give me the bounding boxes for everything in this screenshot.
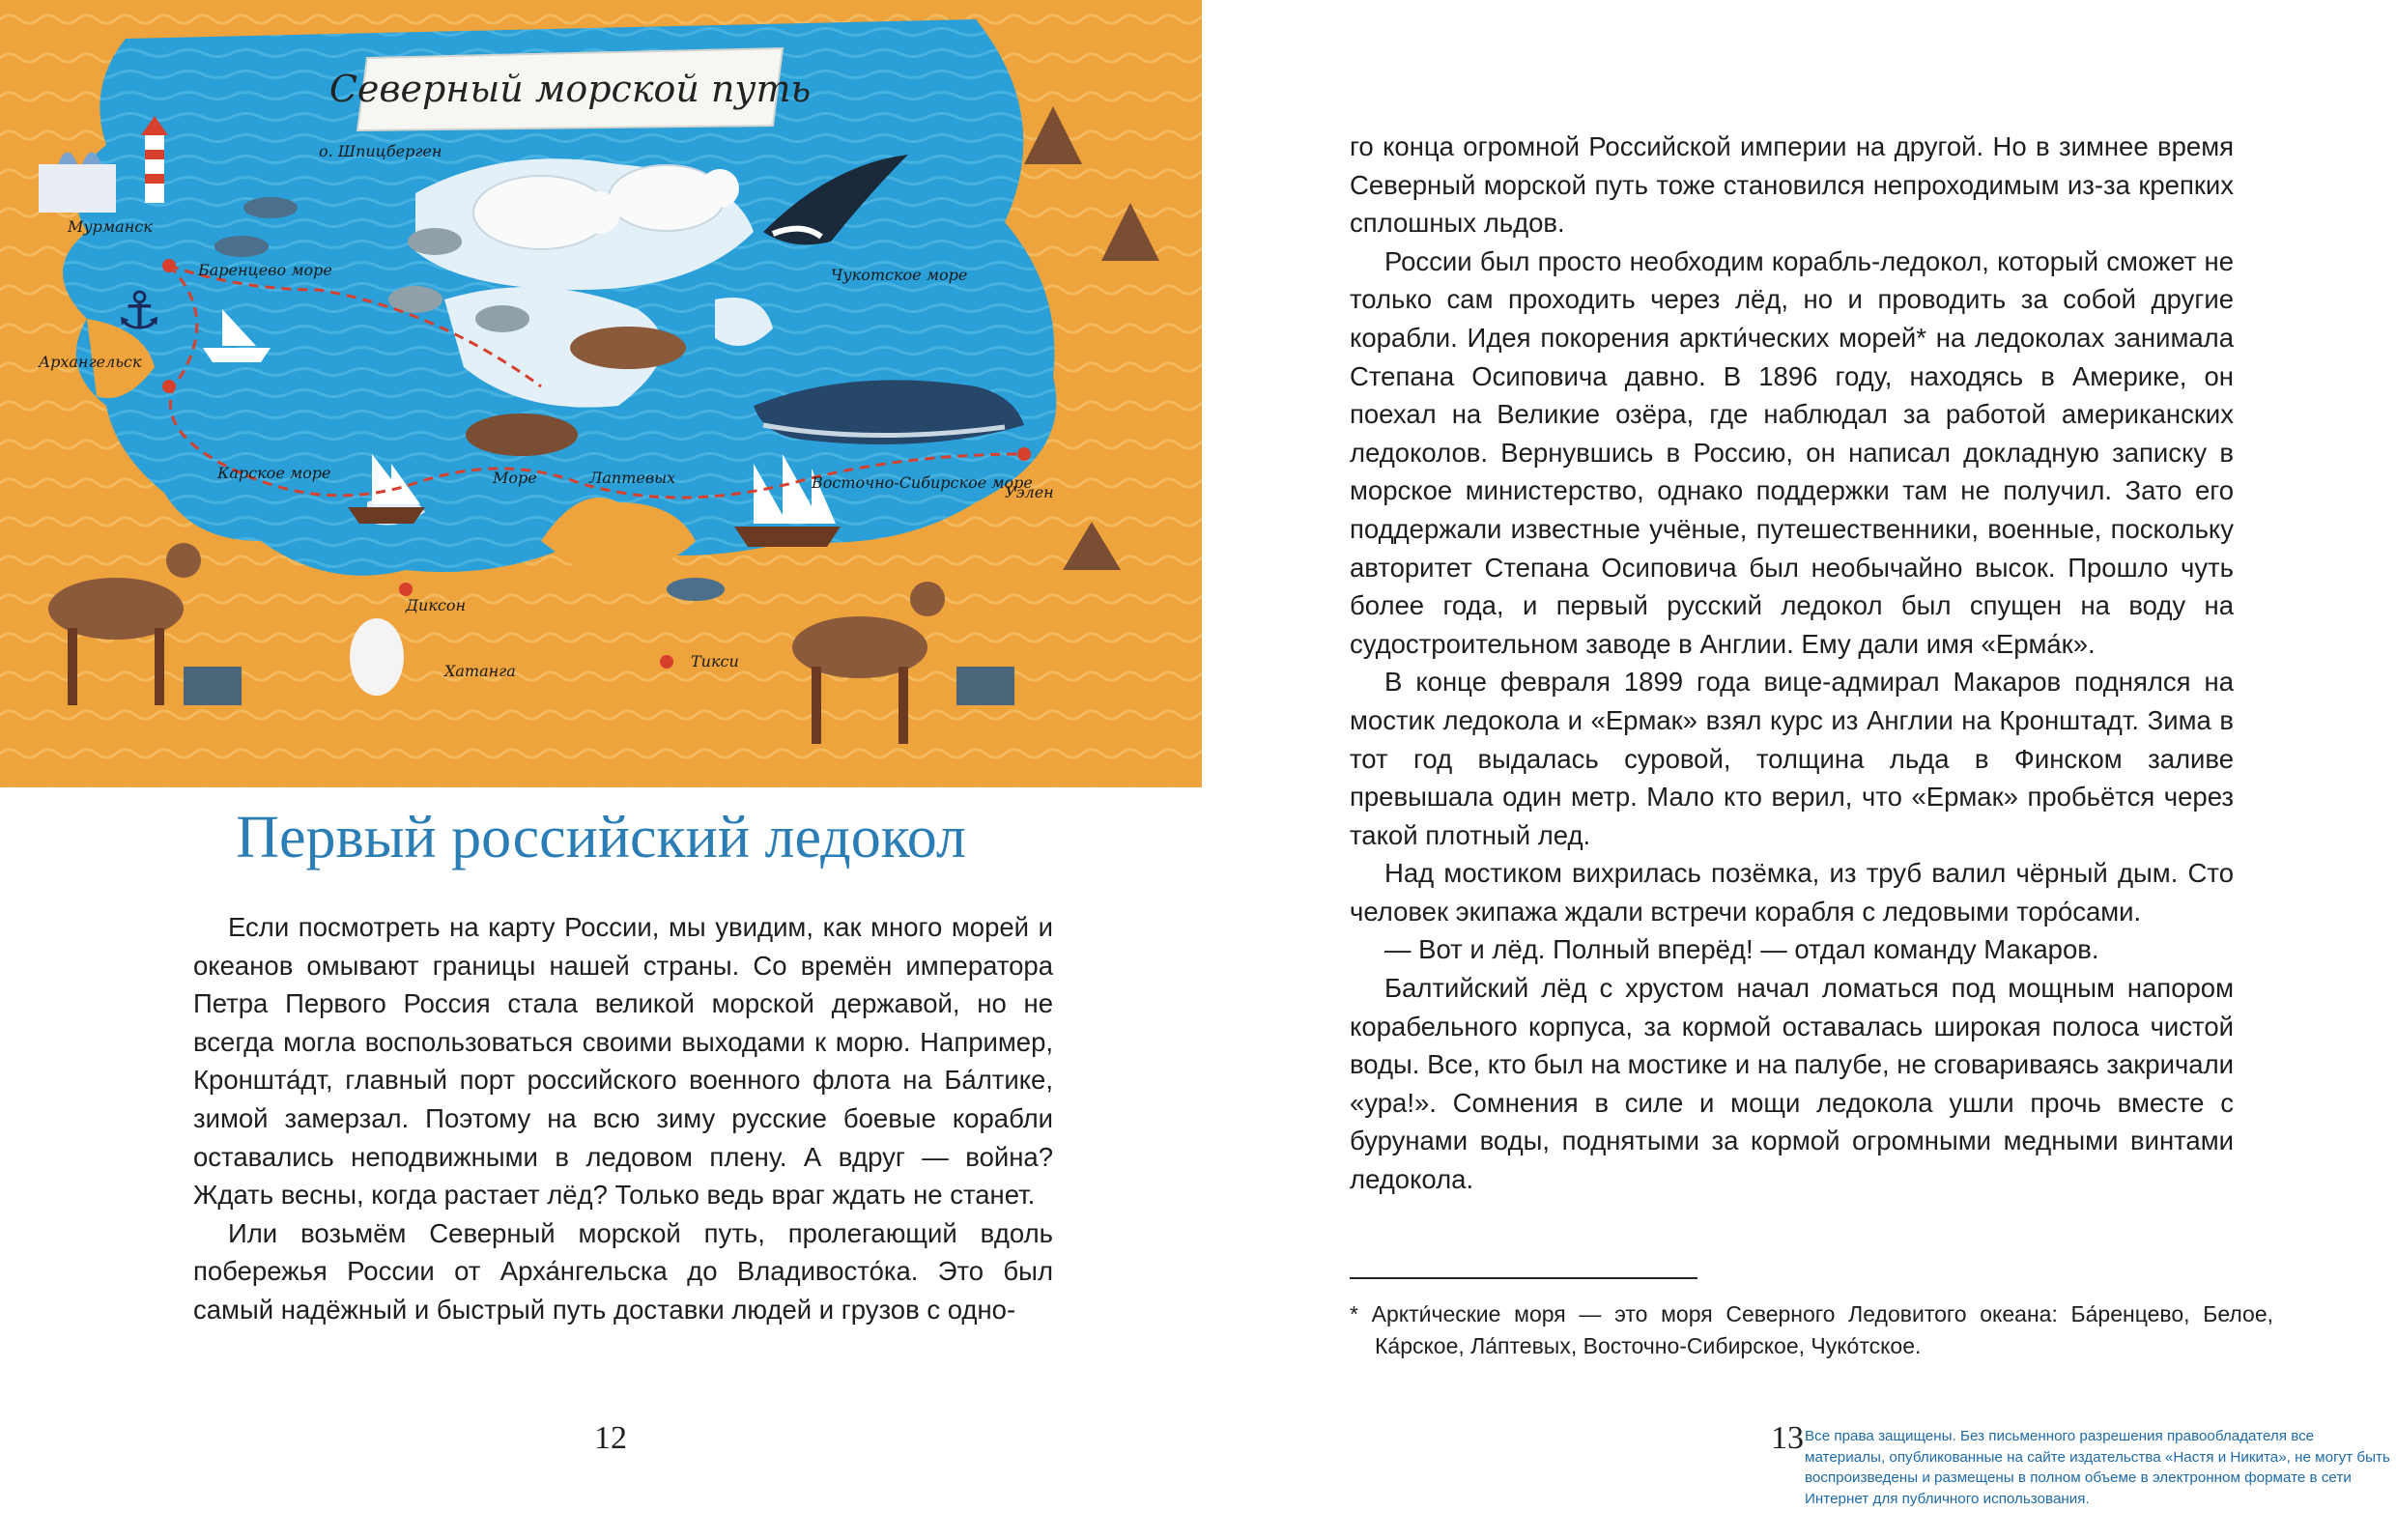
right-page-text [1350, 128, 2234, 1199]
fish [243, 197, 298, 218]
map-label: Восточно-Сибирское море [812, 473, 1033, 492]
walrus [570, 327, 686, 369]
seal [475, 305, 529, 332]
paragraph: Или возьмём Северный морской путь, пролегающий вдоль побережья России от Арха́нгельска до Владивосто́ка. Это был самый надёжный и быстрый путь доставки людей и грузов с одно- [193, 1217, 1053, 1325]
port-marker [162, 259, 176, 272]
page-number-left: 12 [594, 1420, 627, 1456]
map-label: Море [493, 469, 537, 487]
port-marker [660, 655, 673, 669]
map-label: Диксон [406, 596, 466, 614]
map-label: Мурманск [68, 217, 153, 236]
map-banner-title: Северный морской путь [328, 68, 812, 110]
map-label: Карское море [217, 464, 331, 482]
map-label: Лаптевых [589, 469, 676, 487]
snowy-owl [350, 618, 404, 696]
map-banner [329, 48, 811, 130]
fish [214, 236, 269, 257]
paragraph: Если посмотреть на карту России, мы увидим, как много морей и океанов омывают границы нашей страны. Со времён императора Петра Первого Россия стала великой морской державой, но не всегда могла воспользоваться своими выходами к морю. Например, Кроншта́дт, главный порт российского военного флота на Ба́лтике, зимой замерзал. Поэтому на всю зиму русские боевые корабли оставались неподвижными в ледовом плену. А вдруг — война? Ждать весны, когда растает лёд? Только ведь враг ждать не станет. [193, 912, 1053, 1211]
section-title: Первый российский ледокол [236, 805, 966, 870]
map-label: Чукотское море [831, 266, 968, 284]
port-marker [162, 380, 176, 393]
map-label: Хатанга [444, 662, 516, 680]
house [184, 667, 242, 705]
map-label: Тикси [691, 652, 739, 670]
fish [667, 578, 725, 601]
copyright-notice: Все права защищены. Без письменного разрешения правообладателя все материалы, опубликованные на сайте издательства «Настя и Никита», не могут быть воспроизведены и размещены в полном объеме в электронном формате в сети Интернет для публичного использования. [1805, 1428, 2390, 1507]
paragraph: — Вот и лёд. Полный вперёд! — отдал команду Макаров. [1384, 934, 2099, 965]
paragraph: В конце февраля 1899 года вице-адмирал Макаров поднялся на мостик ледокола и «Ермак» взял курс из Англии на Кронштадт. Зима в тот год выдалась суровой, толщина льда в Финском заливе превышала один метр. Мало кто верил, что «Ермак» пробьётся через такой плотный лед. [1350, 667, 2234, 850]
port-marker [1017, 447, 1031, 461]
paragraph: Балтийский лёд с хрустом начал ломаться под мощным напором корабельного корпуса, за кормой оставалась широкая полоса чистой воды. Все, кто был на мостике и на палубе, не сговариваясь закричали «ура!». Сомнения в силе и мощи ледокола ушли прочь вместе с бурунами воды, поднятыми за кормой огромными медными винтами ледокола. [1350, 973, 2234, 1195]
northern-sea-route-map [0, 0, 1202, 787]
footnote-divider [1350, 1277, 1697, 1279]
paragraph: Над мостиком вихрилась позёмка, из труб валил чёрный дым. Сто человек экипажа ждали встречи корабля с ледовыми торо́сами. [1350, 858, 2234, 927]
page-number-right: 13 [1771, 1420, 1804, 1456]
map-label: Баренцево море [198, 261, 332, 279]
map-label: Уэлен [1005, 483, 1054, 501]
left-page-text [193, 908, 1053, 1329]
map-label: о. Шпицберген [319, 142, 442, 160]
footnote: * Аркти́ческие моря — это моря Северного Ледовитого океана: Ба́ренцево, Белое, Ка́рское, Ла́птевых, Восточно-Сибирское, Чуко́тское. [1350, 1301, 2273, 1358]
paragraph: го конца огромной Российской империи на другой. Но в зимнее время Северный морской путь тоже становился непроходимым из-за крепких сплошных льдов. [1350, 131, 2234, 239]
anchor-icon: ⚓ [116, 280, 163, 341]
paragraph: России был просто необходим корабль-ледокол, который сможет не только сам проходить через лёд, но и проводить за собой другие корабли. Идея покорения аркти́ческих морей* на ледоколах занимала Степана Осиповича давно. В 1896 году, находясь в Америке, он поехал на Великие озёра, где наблюдал за работой американских ледоколов. Вернувшись в Россию, он написал докладную записку в морское министерство, однако поддержки там не получил. Зато его поддержали известные учёные, путешественники, военные, поскольку авторитет Степана Осиповича был необычайно высок. Прошло чуть более года, и первый русский ледокол был спущен на воду на судостроительном заводе в Англии. Ему дали имя «Ерма́к». [1350, 245, 2234, 659]
port-marker [399, 583, 413, 596]
walrus [466, 414, 578, 456]
map-label: Архангельск [39, 353, 142, 371]
house [956, 667, 1014, 705]
seal [408, 228, 462, 255]
